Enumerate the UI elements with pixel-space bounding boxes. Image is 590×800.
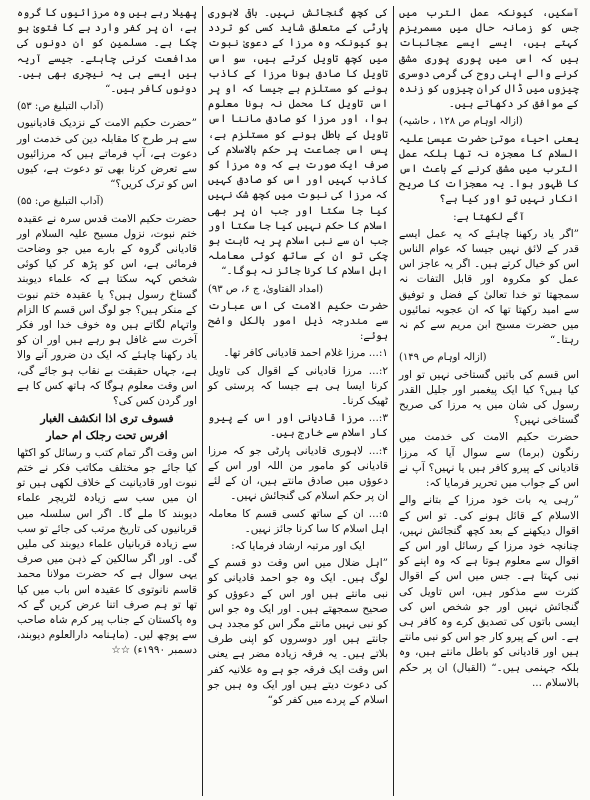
citation: (آداب التبلیغ ص: ۵۳): [17, 101, 104, 113]
paragraph: کی کچھ گنجائش نہیں۔ باقی لاہوری پارٹی کے متعلق شاید کسی کو تردد ہو کیونکہ وہ مرزا کے دعویٰ نبوت میں کچھ تاویل کرتے ہیں، سو اس تاویل کا صادق ہونا مرزا کے کاذب ہونے کو مستلزم ہے جیسا کہ او پر اس تاویل کا محمل نہ ہونا معلوم ہوا، اور مرزا کو صادق ماننا اس تاویل کے باطل ہونے کو مستلزم ہے، پس اس جماعت پر حکم بالاسلام کی صرف ایک صورت ہے کہ وہ مرزا کو کاذب کہیں اور اس کو صادق کہیں کہ مرزا کی نبوت میں کچھ شک نہیں کیا جا سکتا اور جب ان پر بھی اسلام کا حکم نہیں کیا جا سکتا اور جب ان سے نبی اسلام پر یہ ثابت ہو چکی تو ان کے ساتھ کوئی معاملہ اہل اسلام کا کرنا جائز نہ ہوگا۔“: [208, 7, 388, 278]
quotation: ”اگر یاد رکھنا چاہئے کہ یہ عمل ایسے قدر کے لائق نہیں جیسا کہ عوام الناس اس کو خیال کرتے ہیں۔ اگر یہ عاجز اس عمل کو مکروہ اور قابل التفات نہ سمجھتا تو خدا تعالیٰ کے فضل و توفیق سے امید رکھتا تھا کہ ان عجوبہ نمائیوں میں حضرت مسیح ابن مریم سے کم نہ رہتا۔“: [399, 227, 579, 347]
paragraph: آسکیں، کیونکہ عمل الترب میں جس کو زمانہ حال میں مسمریزم کہتے ہیں، ایسے ایسے عجائبات ہیں کہ اس میں پوری پوری مشق کرنے والے اپنی روح کی گرمی دوسری چیزوں میں ڈال کران چیزوں کو زندہ کے موافق کر دکھاتے ہیں۔: [399, 7, 579, 111]
paragraph: یعنی احیاء موتیٰ حضرت عیسیٰ علیہ السلام کا معجزہ نہ تھا بلکہ عمل الترب میں مشق کرنے کے باعث اس کا ظہور ہوا۔ یہ معجزات کا صریح انکار نہیں تو اور کیا ہے؟: [399, 132, 579, 206]
quotation: ”اہل ضلال میں اس وقت دو قسم کے لوگ ہیں۔ ایک وہ جو احمد قادیانی کو نبی مانتے ہیں اور اس کے دعوؤں کو صحیح سمجھتے ہیں۔ اور ایک وہ جو اس کو نبی نہیں مانتے مگر اس کو مجدد ہی جانتے ہیں اور دوسروں کو اپنی طرف بلاتے ہیں۔ یہ فرقہ زیادہ مضر ہے یعنی اس وقت ایک فرقہ جو ہے وہ علانیہ کفر کی دعوت دیتے ہیں اور ایک وہ ہیں جو اسلام کے پردے میں کفر کو“: [208, 557, 388, 706]
paragraph: اس قسم کی باتیں گستاخی نہیں تو اور کیا ہیں؟ کیا ایک پیغمبر اور جلیل القدر رسول کی شان میں یہ مرزا کی صریح گستاخی نہیں؟: [399, 368, 579, 427]
quotation: ”حضرت حکیم الامت کے نزدیک قادیانیوں سے ہر طرح کا مقابلہ دین کی خدمت اور دعوت ہے، آپ فرماتے ہیں کہ مرزائیوں سے تعرض کرنا بھی تو دعوت ہے، کیوں اس کو ترک کریں؟“: [17, 117, 197, 191]
paragraph: حضرت حکیم الامت کی اس عبارت سے مندرجہ ذیل امور بالکل واضح ہوئے:: [208, 299, 388, 343]
column-divider: [202, 6, 203, 796]
list-item: ۲:... مرزا قادیانی کے اقوال کی تاویل کرنا ایسا ہی ہے جیسا کہ پرستی کو ٹھیک کرنا۔: [208, 364, 388, 408]
paragraph: پھیلا رہے ہیں وہ مرزائیوں کا گروہ ہے، ان پر کفر وارد ہے کا فتویٰ ہو چکا ہے۔ مسلمین کو ان دونوں کی مدافعت کرنی چاہئے۔ جیسے آریہ ہیں ایسے ہی یہ نیچری بھی ہیں۔ دونوں کافر ہیں۔“: [17, 7, 197, 96]
list-item: ۱:... مرزا غلام احمد قادیانی کافر تھا۔: [223, 347, 388, 360]
paragraph: آگے لکھتا ہے:: [453, 210, 525, 223]
citation: (امداد الفتاویٰ، ج ۶، ص ۹۳): [208, 283, 324, 295]
citation: (ازالہ اوہام ص ۱۲۸ ، حاشیہ): [399, 116, 523, 128]
column-divider: [393, 6, 394, 796]
column-middle: [203, 6, 393, 796]
quotation: ”رہی یہ بات خود مرزا کے بتانے والے الاسلام کے قائل ہونے کی۔ تو اس کے اقوال دیکھنے کے بعد کچھ گنجائش نہیں، چنانچہ خود مرزا کے رسائل اور اس کے اقوال سے معلوم ہوتا ہے کہ وہ اپنے کو نبی کہتا ہے۔ جس میں اس کے اقوال کثرت سے مذکور ہیں، اس تاویل کی گنجائش نہیں اور جو شخص اس کی ایسی باتوں کی تصدیق کرے وہ کافر ہی ہے۔ اس کے پیرو کار جو اس کو نبی مانتے ہیں اور قادیانی کو باطل مانتے ہیں، وہ بلکہ جہنمی ہیں۔“ (القبال) ان پر حکم بالاسلام ...: [399, 494, 579, 689]
list-item: ۳:... مرزا قادیانی اور اس کے پیرو کار اسلام سے خارج ہیں۔: [208, 412, 388, 440]
list-item: ۵:... ان کے ساتھ کسی قسم کا معاملہ اہل اسلام کا سا کرنا جائز نہیں۔: [208, 507, 388, 535]
list-item: ۴:... لاہوری قادیانی پارٹی جو کہ مرزا قادیانی کو مامور من اللہ اور اس کے دعوؤں میں صادق مانتے ہیں، ان کے لئے ان پر حکم اسلام کی گنجائش نہیں۔: [208, 444, 388, 503]
citation: (ازالہ اوہام ص ۱۴۹): [399, 352, 487, 364]
paragraph: حضرت حکیم الامت قدس سرہ نے عقیدہ ختم نبوت، نزول مسیح علیہ السلام اور قادیانی گروہ کے بارے میں جو وضاحت فرمائی ہے، اس کو پڑھ کر کیا کوئی شخص کہہ سکتا ہے کہ علماء دیوبند گستاخ رسول ہیں؟ یا عقیدہ ختم نبوت کے منکر ہیں؟ جو لوگ اس قسم کا الزام واتہام لگاتے ہیں وہ خوف خدا اور فکر آخرت سے غافل ہو رہے ہیں اور ان کو یاد رکھنا چاہئے کہ ایک دن ضرور آنے والا ہے، جہاں حقیقت بے نقاب ہو جائے گی، اس وقت معلوم ہوگا کہ ہاتھ کس کا ہے اور گردن کس کی؟: [17, 212, 197, 408]
citation: (آداب التبلیغ ص: ۵۵): [17, 196, 104, 208]
paragraph: حضرت حکیم الامت کی خدمت میں رنگون (برما) سے سوال آیا کہ مرزا قادیانی کے پیرو کافر ہیں یا نہیں؟ آپ نے اس کے جواب میں تحریر فرمایا کہ:: [399, 431, 579, 490]
paragraph: اس وقت اگر تمام کتب و رسائل کو اکٹھا کیا جائے جو مختلف مکاتب فکر نے ختم نبوت اور قادیانیت کے خلاف لکھی ہیں تو ان میں سب سے زیادہ لٹریچر علماء دیوبند کا ملے گا۔ اگر اس سلسلہ میں قربانیوں کی تاریخ مرتب کی جائے تو سب سے زیادہ قربانیاں علماء دیوبند کی ملیں گی۔ اور اگر سالکین کے ذہن میں صرف یہی سوال ہے کہ حضرت مولانا محمد قاسم نانوتوی کا عقیدہ اس باب میں کیا تھا تو ہم صرف اتنا عرض کریں گے کہ وہ پاکستان کے جناب پیر کرم شاہ صاحب سے پوچھ لیں۔ (ماہنامہ دارالعلوم دیوبند، دسمبر ۱۹۹۰ء) ☆☆: [17, 446, 197, 657]
paragraph: ایک اور مرتبہ ارشاد فرمایا کہ:: [231, 539, 365, 552]
column-left: [12, 6, 202, 796]
poem-line: فسوف تری اذا انکشف الغبار: [40, 412, 174, 426]
column-right: [394, 6, 584, 796]
poem-line: افرس تحت رجلک ام حمار: [46, 429, 168, 443]
